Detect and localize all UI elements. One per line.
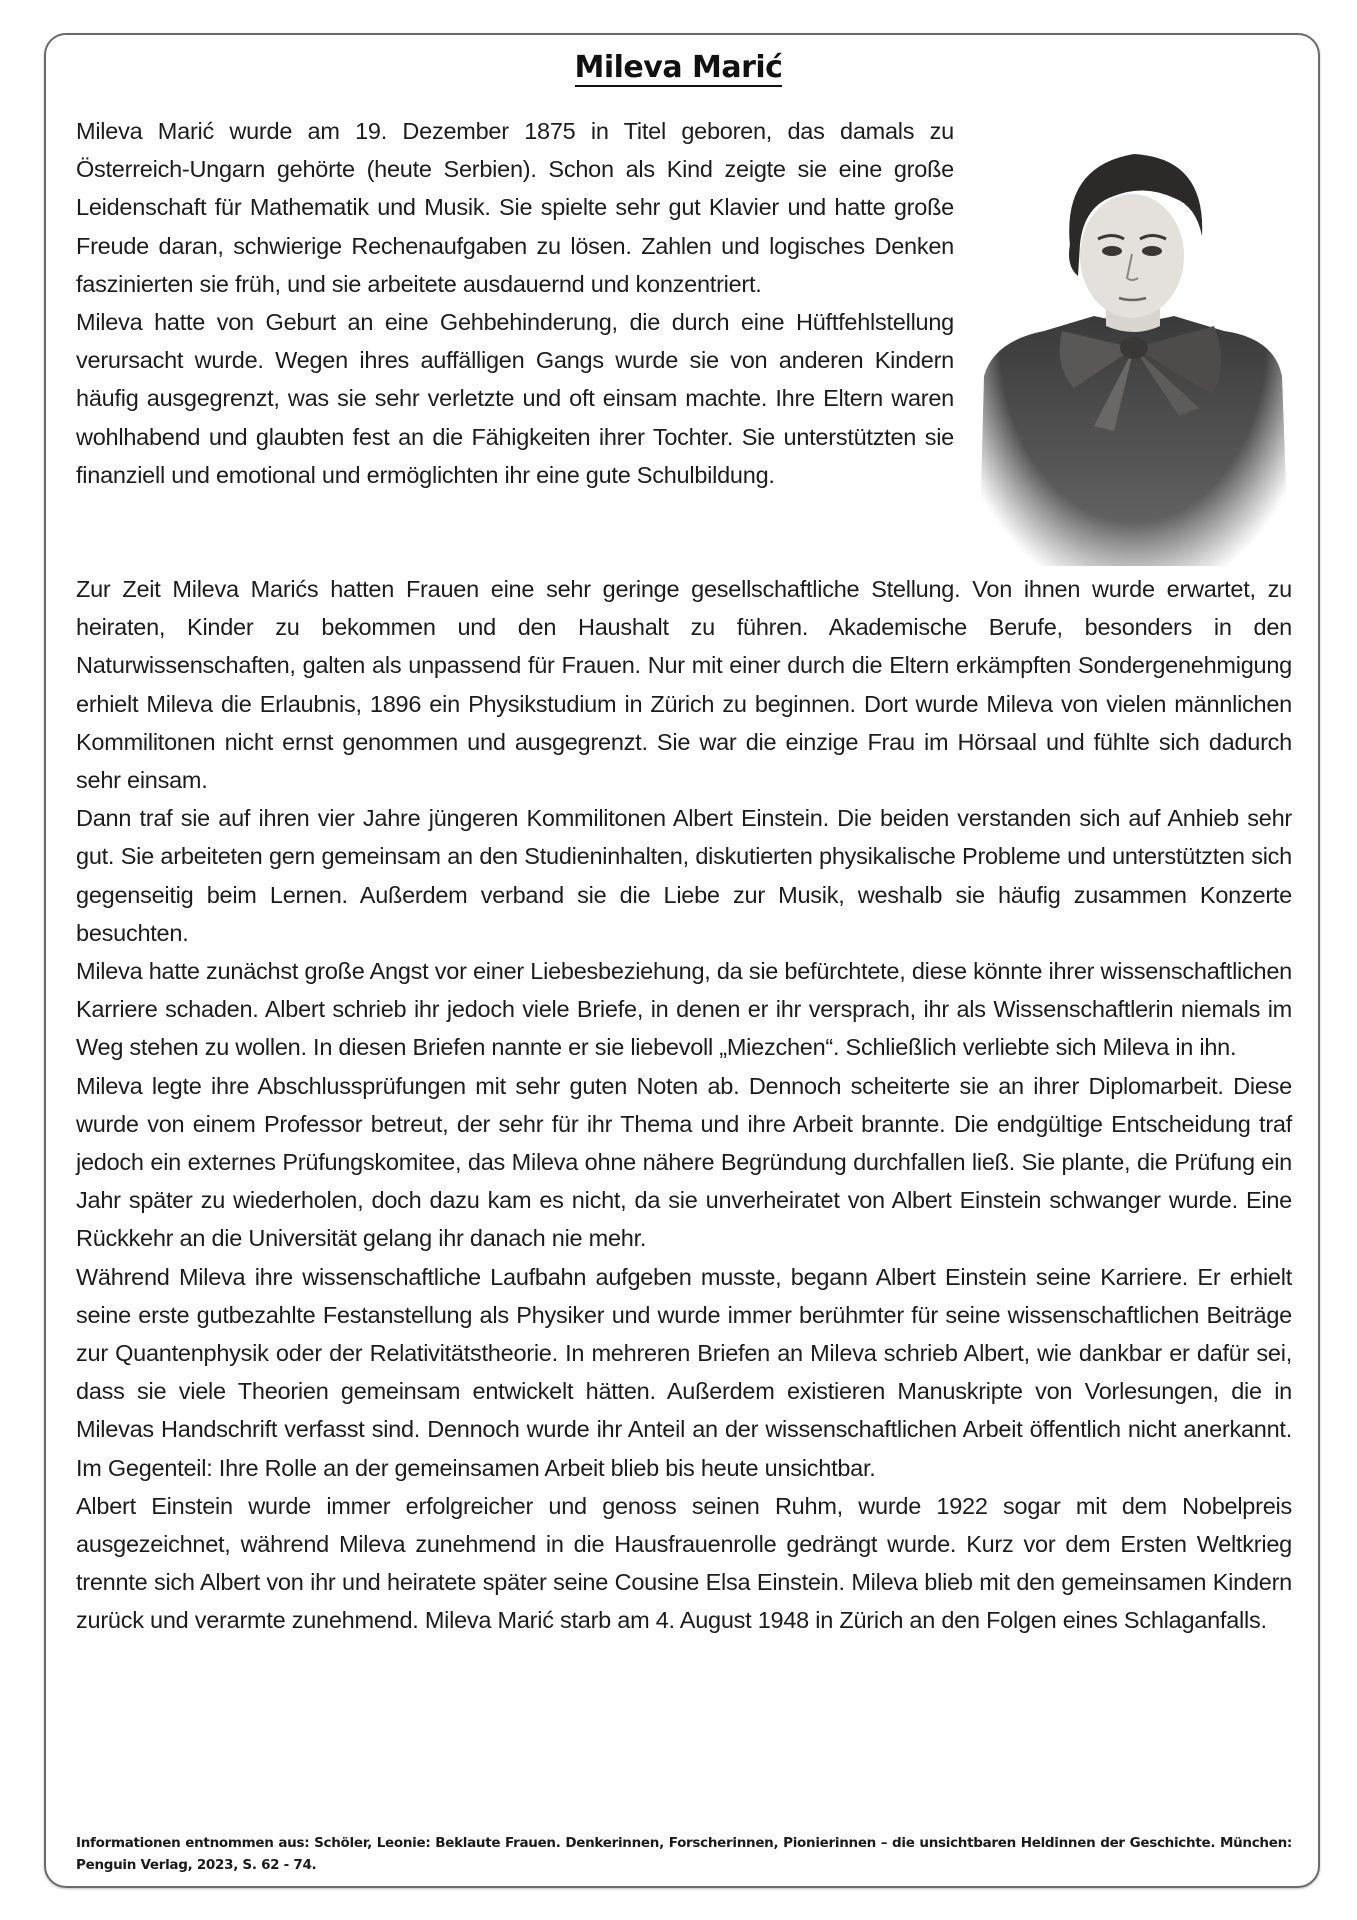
source-citation: Informationen entnommen aus: Schöler, Leonie: Beklaute Frauen. Denkerinnen, Forscherinnen, Pionierinnen – die unsichtbaren Heldinnen der Geschichte. München: Penguin Verlag, 2023, S. 62 - 74. xyxy=(76,1835,1292,1873)
page-title xyxy=(0,50,1357,85)
paragraph-4: Dann traf sie auf ihren vier Jahre jüngeren Kommilitonen Albert Einstein. Die beiden verstanden sich auf Anhieb sehr gut. Sie arbeiteten gern gemeinsam an den Studieninhalten, diskutierten physikalische Probleme und unterstützten sich gegenseitig beim Lernen. Außerdem verband sie die Liebe zur Musik, weshalb sie häufig zusammen Konzerte besuchten. xyxy=(76,805,1292,946)
paragraph-2: Mileva hatte von Geburt an eine Gehbehinderung, die durch eine Hüftfehlstellung verursacht wurde. Wegen ihres auffälligen Gangs wurde sie von anderen Kindern häufig ausgegrenzt, was sie sehr verletzte und oft einsam machte. Ihre Eltern waren wohlhabend und glaubten fest an die Fähigkeiten ihrer Tochter. Sie unterstützten sie finanziell und emotional und ermöglichten ihr eine gute Schulbildung. xyxy=(76,309,954,488)
portrait-photo-icon xyxy=(974,126,1292,566)
paragraph-7: Während Mileva ihre wissenschaftliche Laufbahn aufgeben musste, begann Albert Einstein seine Karriere. Er erhielt seine erste gutbezahlte Festanstellung als Physiker und wurde immer berühmter für seine wissenschaftlichen Beiträge zur Quantenphysik oder der Relativitätstheorie. In mehreren Briefen an Mileva schrieb Albert, wie dankbar er dafür sei, dass sie viele Theorien gemeinsam entwickelt hätten. Außerdem existieren Manuskripte von Vorlesungen, die in Milevas Handschrift verfasst sind. Dennoch wurde ihr Anteil an der wissenschaftlichen Arbeit öffentlich nicht anerkannt. Im Gegenteil: Ihre Rolle an der gemeinsamen Arbeit blieb bis heute unsichtbar. xyxy=(76,1263,1292,1481)
paragraph-1: Mileva Marić wurde am 19. Dezember 1875 in Titel geboren, das damals zu Österreich-Ungarn gehörte (heute Serbien). Schon als Kind zeigte sie eine große Leidenschaft für Mathematik und Musik. Sie spielte sehr gut Klavier und hatte große Freude daran, schwierige Rechenaufgaben zu lösen. Zahlen und logisches Denken faszinierten sie früh, und sie arbeitete ausdauernd und konzentriert. xyxy=(76,118,954,297)
portrait-photo xyxy=(974,126,1292,566)
paragraph-3: Zur Zeit Mileva Marićs hatten Frauen eine sehr geringe gesellschaftliche Stellung. Von ihnen wurde erwartet, zu heiraten, Kinder zu bekommen und den Haushalt zu führen. Akademische Berufe, besonders in den Naturwissenschaften, galten als unpassend für Frauen. Nur mit einer durch die Eltern erkämpften Sondergenehmigung erhielt Mileva die Erlaubnis, 1896 ein Physikstudium in Zürich zu beginnen. Dort wurde Mileva von vielen männlichen Kommilitonen nicht ernst genommen und ausgegrenzt. Sie war die einzige Frau im Hörsaal und fühlte sich dadurch sehr einsam. xyxy=(76,576,1292,794)
paragraph-5: Mileva hatte zunächst große Angst vor einer Liebesbeziehung, da sie befürchtete, diese könnte ihrer wissenschaftlichen Karriere schaden. Albert schrieb ihr jedoch viele Briefe, in denen er ihr versprach, ihr als Wissenschaftlerin niemals im Weg stehen zu wollen. In diesen Briefen nannte er sie liebevoll „Miezchen“. Schließlich verliebte sich Mileva in ihn. xyxy=(76,958,1292,1061)
title-text: Mileva Marić xyxy=(574,50,783,85)
paragraph-6: Mileva legte ihre Abschlussprüfungen mit sehr guten Noten ab. Dennoch scheiterte sie an ihrer Diplomarbeit. Diese wurde von einem Professor betreut, der sehr für ihr Thema und ihre Arbeit brannte. Die endgültige Entscheidung traf jedoch ein externes Prüfungskomitee, das Mileva ohne nähere Begründung durchfallen ließ. Sie plante, die Prüfung ein Jahr später zu wiederholen, doch dazu kam es nicht, da sie unverheiratet von Albert Einstein schwanger wurde. Eine Rückkehr an die Universität gelang ihr danach nie mehr. xyxy=(76,1072,1292,1252)
article-body xyxy=(76,112,1292,1640)
paragraph-8: Albert Einstein wurde immer erfolgreicher und genoss seinen Ruhm, wurde 1922 sogar mit dem Nobelpreis ausgezeichnet, während Mileva zunehmend in die Hausfrauenrolle gedrängt wurde. Kurz vor dem Ersten Weltkrieg trennte sich Albert von ihr und heiratete später seine Cousine Elsa Einstein. Mileva blieb mit den gemeinsamen Kindern zurück und verarmte zunehmend. Mileva Marić starb am 4. August 1948 in Zürich an den Folgen eines Schlaganfalls. xyxy=(76,1492,1292,1634)
